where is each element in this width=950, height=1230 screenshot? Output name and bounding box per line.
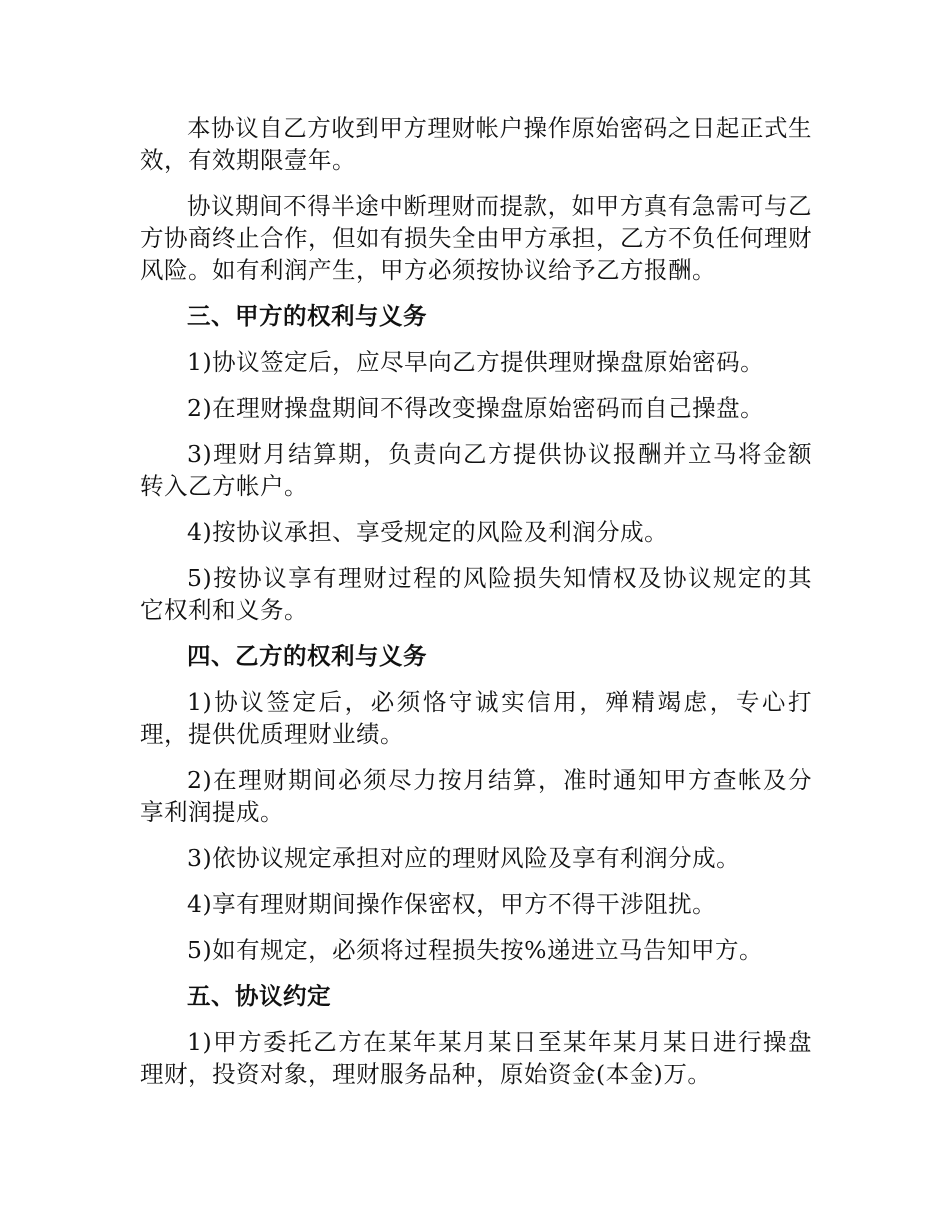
party-a-item: 3)理财月结算期，负责向乙方提供协议报酬并立马将金额转入乙方帐户。 bbox=[140, 440, 812, 500]
paragraph-withdrawal-terms: 协议期间不得半途中断理财而提款，如甲方真有急需可与乙方协商终止合作，但如有损失全由甲方承担，乙方不负任何理财风险。如有利润产生，甲方必须按协议给予乙方报酬。 bbox=[140, 192, 812, 284]
agreement-item: 1)甲方委托乙方在某年某月某日至某年某月某日进行操盘理财，投资对象，理财服务品种，原始资金(本金)万。 bbox=[140, 1028, 812, 1088]
party-a-item: 4)按协议承担、享受规定的风险及利润分成。 bbox=[187, 518, 669, 546]
party-a-item: 1)协议签定后，应尽早向乙方提供理财操盘原始密码。 bbox=[187, 348, 765, 376]
party-b-item: 3)依协议规定承担对应的理财风险及享有利润分成。 bbox=[187, 844, 741, 872]
section-heading-party-b: 四、乙方的权利与义务 bbox=[187, 642, 427, 670]
party-a-item: 2)在理财操盘期间不得改变操盘原始密码而自己操盘。 bbox=[187, 394, 765, 422]
party-a-item: 5)按协议享有理财过程的风险损失知情权及协议规定的其它权利和义务。 bbox=[140, 564, 812, 624]
party-b-item: 4)享有理财期间操作保密权，甲方不得干涉阻扰。 bbox=[187, 890, 717, 918]
section-heading-agreement: 五、协议约定 bbox=[187, 982, 331, 1010]
party-b-item: 1)协议签定后，必须恪守诚实信用，殚精竭虑，专心打理，提供优质理财业绩。 bbox=[140, 688, 812, 748]
section-heading-party-a: 三、甲方的权利与义务 bbox=[187, 302, 427, 330]
document-page bbox=[140, 112, 812, 1104]
party-b-item: 2)在理财期间必须尽力按月结算，准时通知甲方查帐及分享利润提成。 bbox=[140, 766, 812, 826]
party-b-item: 5)如有规定，必须将过程损失按%递进立马告知甲方。 bbox=[187, 936, 763, 964]
paragraph-effective-date: 本协议自乙方收到甲方理财帐户操作原始密码之日起正式生效，有效期限壹年。 bbox=[140, 114, 812, 174]
